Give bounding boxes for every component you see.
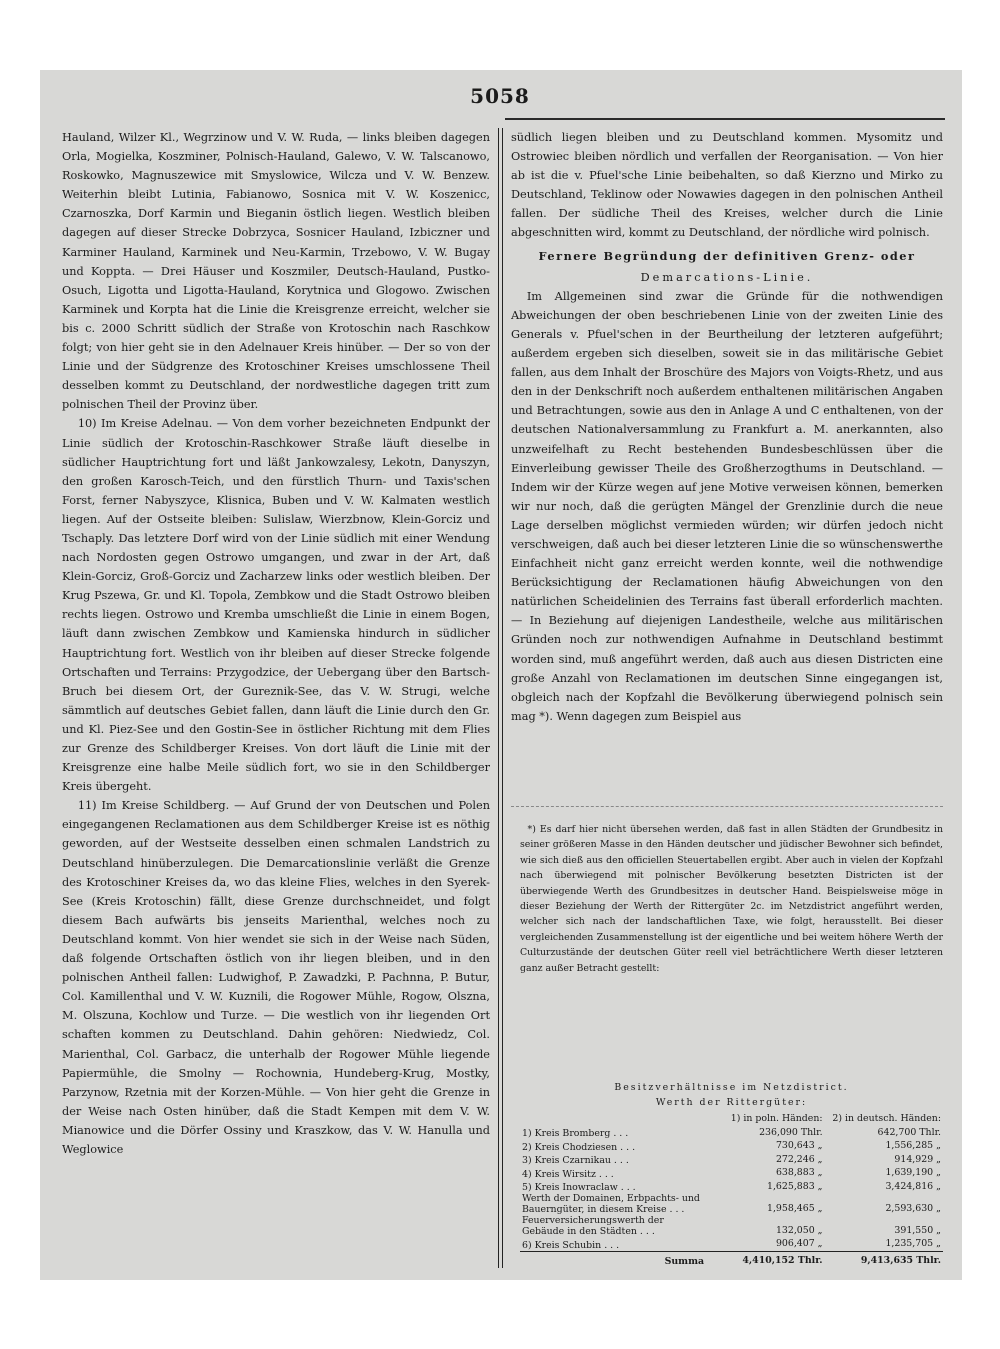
section-subheading: Demarcations-Linie. xyxy=(640,270,814,284)
row-label: Werth der Domainen, Erbpachts- und Bauerngüter, in diesem Kreise . . . xyxy=(522,1193,700,1215)
section-heading: Fernere Begründung der definitiven Grenz- oder xyxy=(538,248,916,263)
row-german-value: 914,929 „ xyxy=(894,1153,941,1165)
row-label: 2) Kreis Chodziesen . . . xyxy=(522,1141,636,1153)
column-divider xyxy=(498,128,503,1268)
right-body-paragraph: Im Allgemeinen sind zwar die Gründe für die nothwendigen Abweichungen der oben beschriebenen Linie von der zweiten Linie des Generals v. Pfuel'schen in der Beurtheilung der letzteren aufgeführt; außerdem ergeben sich dieselben, soweit sie in das militärische Gebiet fallen, aus dem Inhalt der Broschüre des Majors von Voigts-Rhetz, und aus den in der Denkschrift noch außerdem enthaltenen militärischen Angaben und Betrachtungen, sowie aus den in Anlage A und C enthaltenen, von der deutschen Nationalversammlung zu Frankfurt a. M. anerkannten, also unzweifelhaft zu Recht bestehenden Bundesbeschlüssen über die Einverleibung gewisser Theile des Großherzogthums in Deutschland. — Indem wir der Kürze wegen auf jene Motive verweisen können, bemerken wir nur noch, daß die gerügten Mängel der Grenzlinie durch die neue Lage derselben möglichst vermieden würden; wir dürfen jedoch nicht verschweigen, daß auch bei dieser letzteren Linie die so wünschenswerthe Einfachheit nicht ganz erreicht werden konnte, weil die nothwendige Berücksichtigung der Reclamationen häufig Abweichungen von den natürlichen Scheidelinien des Terrains fast überall erforderlich machten. — In Beziehung auf diejenigen Landestheile, welche aus militärischen Gründen noch zur nothwendigen Aufnahme in Deutschland bestimmt worden sind, muß angeführt werden, daß auch aus diesen Districten eine große Anzahl von Reclamationen im deutschen Sinne eingegangen ist, obgleich nach der Kopfzahl die Bevölkerung überwiegend polnisch sein mag *). Wenn dagegen zum Beispiel aus xyxy=(511,289,943,723)
table-row xyxy=(520,1193,943,1215)
footnote-separator xyxy=(511,806,943,807)
row-label: 1) Kreis Bromberg . . . xyxy=(522,1128,629,1139)
row-polish-value: 906,407 „ xyxy=(775,1238,823,1249)
total-label: Summa xyxy=(520,1251,706,1267)
row-polish-value: 1,958,465 „ xyxy=(766,1202,823,1214)
estate-value-table xyxy=(520,1112,943,1267)
table-row xyxy=(520,1166,943,1180)
table-header-german: 2) in deutsch. Händen: xyxy=(832,1113,941,1124)
table-row xyxy=(520,1126,943,1140)
row-label: Feuerversicherungswerth der Gebäude in den Städten . . . xyxy=(522,1215,664,1237)
row-polish-value: 236,090 Thlr. xyxy=(759,1126,823,1138)
top-rule xyxy=(505,118,945,120)
row-label: 4) Kreis Wirsitz . . . xyxy=(522,1168,614,1180)
right-column xyxy=(511,128,943,798)
table-row xyxy=(520,1153,943,1167)
total-german-value: 9,413,635 Thlr. xyxy=(825,1251,943,1267)
left-paragraph-2: 10) Im Kreise Adelnau. — Von dem vorher bezeichneten Endpunkt der Linie südlich der Krotoschin-Raschkower Straße läuft dieselbe in südlicher Hauptrichtung fort und läßt Jankowzalesy, Lekotn, Danyszyn, den großen Karosch-Teich, und den fürstlich Thurn- und Taxis'schen Forst, ferner Nabyszyce, Klisnica, Buben und V. W. Kalmaten westlich liegen. Auf der Ostseite bleiben: Sulislaw, Wierzbnow, Klein-Gorciz und Tschaply. Das letztere Dorf wird von der Linie südlich mit einer Wendung nach Nordosten gegen Ostrowo umgangen, und zwar in der Art, daß Klein-Gorciz, Groß-Gorciz und Zacharzew links oder westlich bleiben. Der Krug Pszewa, Gr. und Kl. Topola, Zembkow und die Stadt Ostrowo bleiben rechts liegen. Ostrowo und Kremba umschließt die Linie in einem Bogen, läuft dann zwischen Zembkow und Kamienska hindurch in südlicher Hauptrichtung fort. Westlich von ihr bleiben auf dieser Strecke folgende Ortschaften und Terrains: Przygodzice, der Uebergang über den Bartsch-Bruch bei diesem Ort, der Gureznik-See, das V. W. Strugi, welche sämmtlich auf deutsches Gebiet fallen, dann läuft die Linie durch den Gr. und Kl. Piez-See und den Gostin-See in östlicher Richtung mit dem Flies zur Grenze des Schildberger Kreises. Von dort läuft die Linie mit der Kreisgrenze eine halbe Meile südlich fort, wo sie in den Schildberger Kreis übergeht. xyxy=(62,417,490,794)
row-polish-value: 730,643 „ xyxy=(775,1140,823,1151)
total-polish-value: 4,410,152 Thlr. xyxy=(706,1251,824,1267)
page-number: 5058 xyxy=(470,84,530,108)
row-polish-value: 638,883 „ xyxy=(775,1167,823,1178)
table-row xyxy=(520,1215,943,1237)
row-polish-value: 272,246 „ xyxy=(775,1153,823,1165)
row-german-value: 642,700 Thlr. xyxy=(877,1126,941,1138)
row-label: 3) Kreis Czarnikau . . . xyxy=(522,1155,629,1166)
table-title: Besitzverhältnisse im Netzdistrict. xyxy=(614,1082,849,1093)
left-paragraph-3: 11) Im Kreise Schildberg. — Auf Grund der von Deutschen und Polen eingegangenen Reclamationen aus dem Schildberger Kreise ist es nöthig geworden, auf der Westseite desselben einen schmalen Landstrich zu Deutschland hinüberzulegen. Die Demarcationslinie verläßt die Grenze des Krotoschiner Kreises da, wo das kleine Flies, welches in den Syerek-See (Kreis Krotoschin) fällt, diese Grenze durchschneidet, und folgt diesem Bach aufwärts bis jenseits Marienthal, welches noch zu Deutschland kommt. Von hier wendet sie sich in der Weise nach Süden, daß folgende Ortschaften östlich von ihr liegen bleiben, und in den polnischen Antheil fallen: Ludwighof, P. Zawadzki, P. Pachnna, P. Butur, Col. Kamillenthal und V. W. Kuznili, die Rogower Mühle, Rogow, Olszna, M. Olszuna, Kochlow und Turze. — Die westlich von ihr liegenden Ort schaften kommen zu Deutschland. Dahin gehören: Niedwiedz, Col. Marienthal, Col. Garbacz, die unterhalb der Rogower Mühle liegende Papiermühle, die Smolny — Rochownia, Hundeberg-Krug, Mostky, Parzynow, Rzetnia mit der Korzen-Mühle. — Von hier geht die Grenze in der Weise nach Osten hinüber, daß die Stadt Kempen mit dem V. W. Mianowice und die Dörfer Ossiny und Kraszkow, das V. W. Hanulla und Weglowice xyxy=(62,799,490,1156)
footnote xyxy=(520,822,943,1072)
estate-value-table-block xyxy=(520,1080,943,1267)
table-header-row xyxy=(520,1112,943,1126)
left-column xyxy=(62,128,490,1268)
row-german-value: 1,639,190 „ xyxy=(885,1167,941,1178)
row-label: 6) Kreis Schubin . . . xyxy=(522,1239,620,1251)
row-polish-value: 1,625,883 „ xyxy=(766,1180,823,1192)
row-german-value: 391,550 „ xyxy=(894,1224,941,1236)
table-row xyxy=(520,1139,943,1153)
table-header-polish: 1) in poln. Händen: xyxy=(730,1113,823,1124)
row-german-value: 3,424,816 „ xyxy=(885,1180,941,1192)
table-row xyxy=(520,1237,943,1251)
row-german-value: 2,593,630 „ xyxy=(885,1202,941,1214)
table-total-row xyxy=(520,1251,943,1267)
left-paragraph-1: Hauland, Wilzer Kl., Wegrzinow und V. W. Ruda, — links bleiben dagegen Orla, Mogielka, Koszminer, Polnisch-Hauland, Galewo, V. W. Talscanowo, Roskowko, Magnuszewice mit Smyslowice, Wilcza und V. W. Benzew. Weiterhin bleibt Lutinia, Fabianowo, Sosnica mit V. W. Koszenicc, Czarnoszka, Dorf Karmin und Bieganin östlich liegen. Westlich bleiben dagegen auf dieser Strecke Dobrzyca, Sosnicer Hauland, Izbiczner und Karminer Hauland, Karminek und Neu-Karmin, Trzebowo, V. W. Bugay und Koppta. — Drei Häuser und Koszmiler, Deutsch-Hauland, Pustko-Osuch, Ligotta und Ligotta-Hauland, Korytnica und Glogowo. Zwischen Karminek und Korpta hat die Linie die Kreisgrenze erreicht, welcher sie bis c. 2000 Schritt südlich der Straße von Krotoschin nach Raschkow folgt; von hier geht sie in den Adelnauer Kreis hinüber. — Der so von der Linie und der Südgrenze des Krotoschiner Kreises umschlossene Theil desselben kommt zu Deutschland, der nordwestliche dagegen tritt zum polnischen Theil der Provinz über. xyxy=(62,131,490,412)
table-header-blank xyxy=(520,1112,706,1126)
row-german-value: 1,235,705 „ xyxy=(885,1238,941,1249)
right-intro-paragraph: südlich liegen bleiben und zu Deutschland kommen. Mysomitz und Ostrowiec bleiben nördlich und verfallen der Reorganisation. — Von hier ab ist die v. Pfuel'sche Linie beibehalten, so daß Kierzno und Mirko zu Deutschland, Teklinow oder Nowawies dagegen in den polnischen Antheil fallen. Der südliche Theil des Kreises, welcher durch die Linie abgeschnitten wird, kommt zu Deutschland, der nördliche wird polnisch. xyxy=(511,131,943,240)
table-row xyxy=(520,1180,943,1194)
table-subtitle: Werth der Rittergüter: xyxy=(655,1097,808,1108)
row-german-value: 1,556,285 „ xyxy=(885,1140,941,1151)
footnote-text: *) Es darf hier nicht übersehen werden, daß fast in allen Städten der Grundbesitz in seiner größeren Masse in den Händen deutscher und jüdischer Bewohner sich befindet, wie sich dieß aus den officiellen Steuertabellen ergibt. Aber auch in vielen der Kopfzahl nach überwiegend mit polnischer Bevölkerung besetzten Districten ist der überwiegende Werth des Grundbesitzes in deutscher Hand. Beispielsweise möge in dieser Beziehung der Werth der Rittergüter 2c. im Netzdistrict angeführt werden, welcher sich nach der landschaftlichen Taxe, wie folgt, herausstellt. Bei dieser vergleichenden Zusammenstellung ist der eigentliche und bei weitem höhere Werth der Culturzustände der deutschen Güter reell viel beträchtlichere Werth dieser letzteren ganz außer Betracht gestellt: xyxy=(520,824,943,974)
row-label: 5) Kreis Inowraclaw . . . xyxy=(522,1182,636,1193)
row-polish-value: 132,050 „ xyxy=(775,1224,823,1236)
